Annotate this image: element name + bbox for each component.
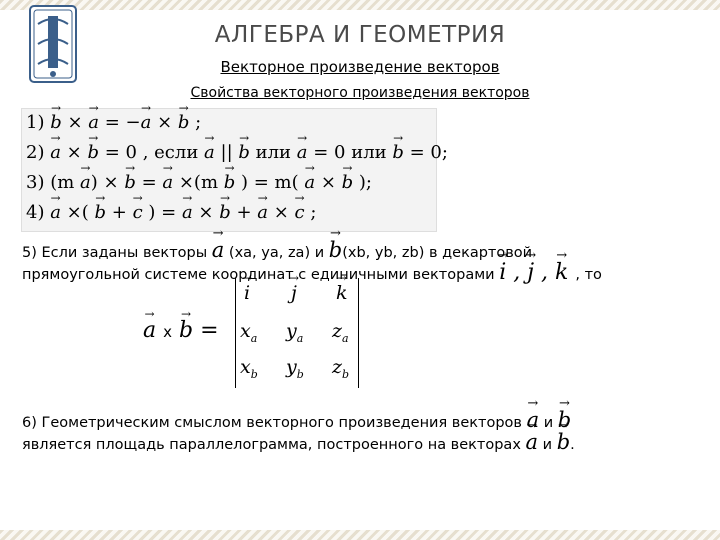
item-5-text: 5) Если заданы векторы [22, 245, 208, 261]
vector-b: → b [224, 172, 236, 193]
det-cell-zb: $z_b$ [332, 356, 350, 381]
then-text: , то [575, 267, 602, 283]
properties-formula-box [21, 108, 448, 232]
vector-b: → b [50, 112, 62, 133]
property-4-number: 4) [26, 202, 51, 223]
page-subtitle: Векторное произведение векторов [220, 58, 500, 76]
vector-b: → b [179, 318, 193, 343]
vector-a: → a [50, 142, 61, 163]
vector-a: → a [162, 172, 173, 193]
property-1-end: ; [189, 112, 202, 133]
unit-vectors: → i , → j , → k [499, 260, 575, 285]
property-2-end: = 0; [403, 142, 448, 163]
det-cell-yb: $y_b$ [286, 356, 304, 381]
vector-b: → b [392, 142, 404, 163]
vector-a: → a [50, 202, 61, 223]
vector-b-coordinates: (xb, yb, zb) в декартовой [342, 245, 533, 261]
equals-sign: ) = [142, 202, 182, 223]
and-text: и [543, 415, 554, 431]
top-decorative-stripe [0, 0, 720, 10]
vector-b: → b [558, 408, 571, 432]
property-4-end: ; [304, 202, 317, 223]
item-6-line-1 [22, 408, 571, 432]
det-cell-i: → i [244, 282, 250, 304]
property-3-number: 3) (m [26, 172, 75, 193]
page-title: АЛГЕБРА И ГЕОМЕТРИЯ [214, 22, 506, 48]
section-heading: Свойства векторного произведения векторов [190, 85, 530, 101]
vector-b: → b [238, 142, 250, 163]
property-3: 3) (m → a) × → b = → a ×(m → b ) = m( → a × → b ); [26, 172, 372, 193]
vector-a: → a [88, 112, 99, 133]
bottom-decorative-stripe [0, 530, 720, 540]
unit-vector-j: → j [527, 260, 534, 285]
vector-a: → a [257, 202, 268, 223]
vector-b: → b [178, 112, 190, 133]
vector-b: → b [342, 172, 354, 193]
property-4: 4) → a ×( → b + → c ) = → a × → b + → a × → c ; [26, 202, 316, 223]
or-text: или [249, 142, 297, 163]
or-text-2: = 0 или [307, 142, 393, 163]
det-cell-k: → k [336, 282, 348, 304]
det-cell-xb: $x_b$ [240, 356, 258, 381]
det-cell-j: → j [291, 282, 297, 304]
property-2-number: 2) [26, 142, 45, 163]
det-cell-xa: $x_a$ [240, 320, 258, 345]
vector-a-coordinates: (xa, ya, za) [228, 245, 311, 261]
plus-sign: + [106, 202, 133, 223]
vector-b: → b [95, 202, 107, 223]
vector-c: → c [295, 202, 305, 223]
property-1-number: 1) [26, 112, 45, 133]
vector-a: → a [182, 202, 193, 223]
scalar-m: ) = m( [235, 172, 305, 193]
vector-b: → b [219, 202, 231, 223]
equals-sign: = [135, 172, 163, 193]
vector-b: → b [329, 238, 342, 262]
cross-sign: ) × [90, 172, 125, 193]
item-5-text-2: прямоугольной системе координат с единичными векторами [22, 267, 495, 283]
vector-a: → a [141, 112, 152, 133]
item-6-text: 6) Геометрическим смыслом векторного произведения векторов [22, 415, 522, 431]
vector-a: → a [526, 430, 539, 454]
item-5-line-1 [22, 238, 532, 262]
vector-a: → a [304, 172, 315, 193]
property-3-end: ); [353, 172, 372, 193]
property-2-text: = 0 , если [99, 142, 205, 163]
det-cell-za: $z_a$ [332, 320, 349, 345]
vector-a: → a [297, 142, 308, 163]
vector-a: → a [527, 408, 540, 432]
cross-sign-2: ×(m [173, 172, 224, 193]
det-cell-ya: $y_a$ [286, 320, 304, 345]
and-text-2: и [542, 437, 553, 453]
unit-vector-k: → k [555, 260, 568, 285]
vector-a: → a [80, 172, 91, 193]
vector-b: → b [87, 142, 99, 163]
cross-open: ×( [60, 202, 95, 223]
period: . [570, 437, 575, 453]
item-6-text-2: является площадь параллелограмма, построенного на векторах [22, 437, 521, 453]
plus-sign-2: + [230, 202, 258, 223]
cross-symbol: x [163, 323, 173, 341]
vector-b: → b [124, 172, 136, 193]
cross-product-lhs: → a x → b = [143, 318, 219, 343]
vector-c: → c [133, 202, 143, 223]
vector-b: → b [557, 430, 570, 454]
item-6-line-2 [22, 430, 575, 454]
parallel-sign: || [214, 142, 239, 163]
vector-a: → a [143, 318, 156, 343]
property-1: 1) → b × → a = −→ a × → b ; [26, 112, 201, 133]
unit-vector-i: → i [499, 260, 506, 285]
vector-a: → a [204, 142, 215, 163]
property-2: 2) → a × → b = 0 , если → a || → b или → a = 0 или → b = 0; [26, 142, 448, 163]
vector-a: → a [212, 238, 225, 262]
determinant-matrix [235, 278, 359, 388]
and-text: и [314, 245, 325, 261]
